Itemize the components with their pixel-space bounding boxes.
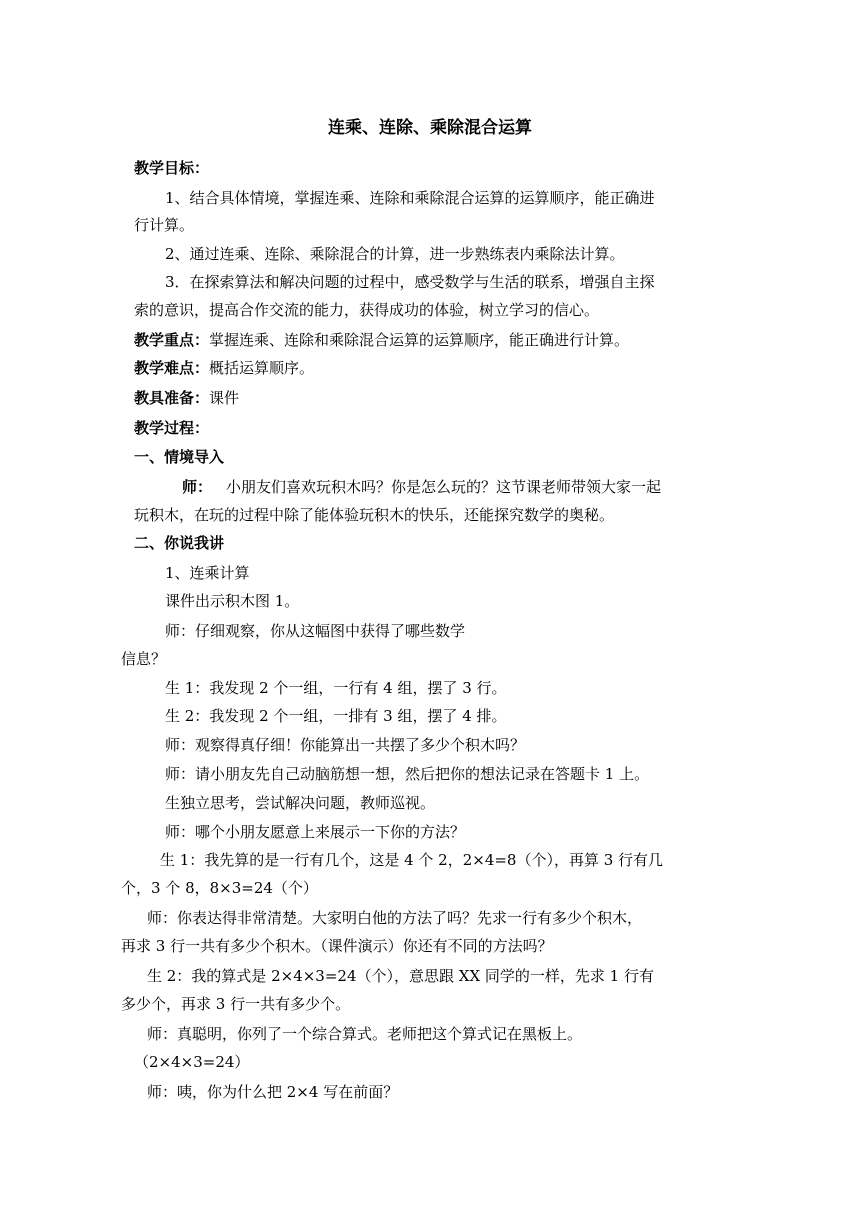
tools-label: 教具准备： (134, 389, 210, 407)
dialogue-line: 课件出示积木图 1。 (165, 592, 300, 610)
dialogue-line: 师：你表达得非常清楚。大家明白他的方法了吗？先求一行有多少个积木， (147, 909, 643, 927)
objective-3-line-1: 3．在探索算法和解决问题的过程中，感受数学与生活的联系，增强自主探 (165, 273, 655, 291)
tools-row (134, 388, 239, 408)
section-1-heading: 一、情境导入 (134, 448, 225, 466)
objective-2: 2、通过连乘、连除、乘除混合的计算，进一步熟练表内乘除法计算。 (165, 245, 625, 263)
dialogue-line: 生 1：我先算的是一行有几个，这是 4 个 2，2×4=8（个），再算 3 行有几 (160, 851, 664, 869)
key-points-text: 掌握连乘、连除和乘除混合运算的运算顺序，能正确进行计算。 (209, 331, 630, 349)
section-2-heading: 二、你说我讲 (134, 534, 225, 552)
dialogue-line: 生 1：我发现 2 个一组，一行有 4 组，摆了 3 行。 (165, 679, 507, 697)
objective-1-line-1: 1、结合具体情境，掌握连乘、连除和乘除混合运算的运算顺序，能正确进 (165, 189, 655, 207)
dialogue-line: 多少个，再求 3 行一共有多少个。 (121, 995, 351, 1013)
teacher-label: 师： (182, 478, 213, 496)
difficulty-row (134, 358, 314, 378)
dialogue-line: 1、连乘计算 (165, 564, 250, 582)
dialogue-line: 师：观察得真仔细！你能算出一共摆了多少个积木吗？ (165, 736, 526, 754)
dialogue-line: 师：咦，你为什么把 2×4 写在前面？ (147, 1083, 399, 1101)
paragraph-1-text: 小朋友们喜欢玩积木吗？你是怎么玩的？这节课老师带领大家一起 (226, 478, 662, 496)
tools-text: 课件 (209, 389, 240, 407)
dialogue-line: 生 2：我的算式是 2×4×3=24（个），意思跟 XX 同学的一样，先求 1 行有 (147, 967, 654, 985)
dialogue-line: （2×4×3=24） (134, 1053, 250, 1071)
dialogue-line: 师：仔细观察，你从这幅图中获得了哪些数学 (165, 622, 466, 640)
objective-1-line-2: 行计算。 (134, 216, 195, 234)
dialogue-line: 再求 3 行一共有多少个积木。（课件演示）你还有不同的方法吗？ (121, 937, 553, 955)
dialogue-line: 师：真聪明，你列了一个综合算式。老师把这个算式记在黑板上。 (147, 1025, 583, 1043)
key-points-row (134, 330, 629, 350)
process-heading: 教学过程： (134, 419, 210, 437)
document-title: 连乘、连除、乘除混合运算 (328, 118, 532, 138)
dialogue-line: 师：哪个小朋友愿意上来展示一下你的方法？ (165, 823, 466, 841)
paragraph-1-line-2: 玩积木，在玩的过程中除了能体验玩积木的快乐，还能探究数学的奥秘。 (134, 506, 615, 524)
difficulty-text: 概括运算顺序。 (209, 359, 315, 377)
objective-3-line-2: 索的意识，提高合作交流的能力，获得成功的体验，树立学习的信心。 (134, 301, 600, 319)
key-points-label: 教学重点： (134, 331, 210, 349)
difficulty-label: 教学难点： (134, 359, 210, 377)
dialogue-line: 信息？ (121, 650, 167, 668)
dialogue-line: 个，3 个 8，8×3=24（个） (121, 879, 318, 897)
paragraph-1-line-1 (182, 477, 661, 497)
dialogue-line: 师：请小朋友先自己动脑筋想一想，然后把你的想法记录在答题卡 1 上。 (165, 765, 650, 783)
dialogue-line: 生 2：我发现 2 个一组，一排有 3 组，摆了 4 排。 (165, 707, 507, 725)
dialogue-line: 生独立思考，尝试解决问题，教师巡视。 (165, 794, 436, 812)
objectives-heading: 教学目标： (134, 159, 210, 177)
